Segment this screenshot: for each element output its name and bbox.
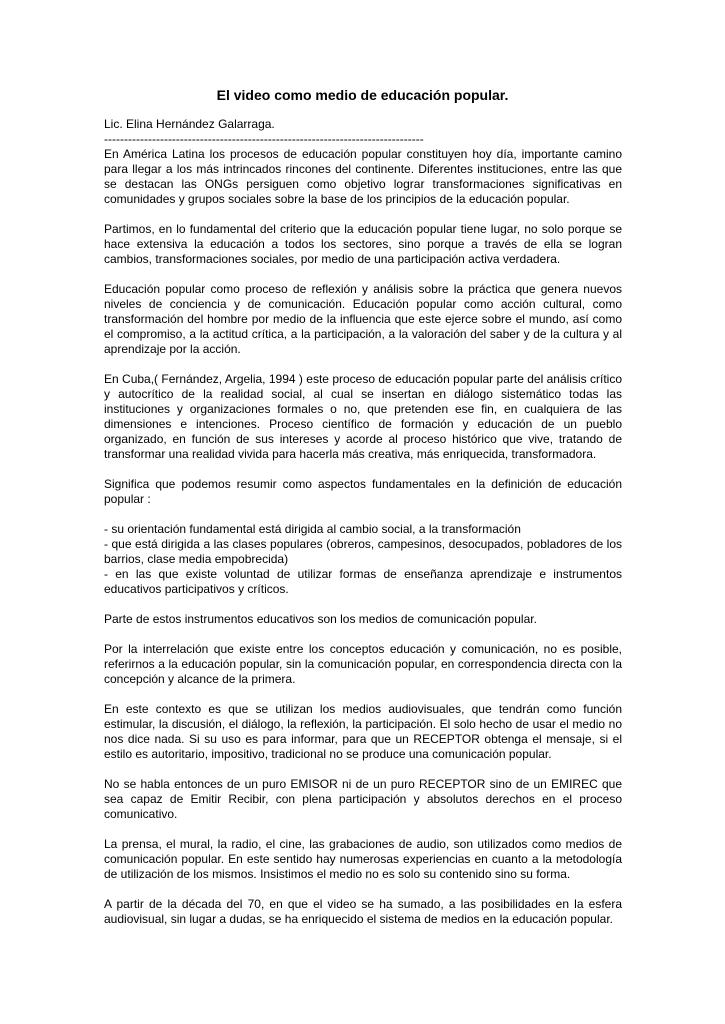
separator-line: -------------------------------------------------------------------------------- (104, 132, 424, 146)
list-item: - su orientación fundamental está dirigida al cambio social, a la transformación (104, 522, 521, 536)
paragraph: No se habla entonces de un puro EMISOR ni de un puro RECEPTOR sino de un EMIREC que sea capaz de Emitir Recibir, con plena participación y absolutos derechos en el proceso comunicativo. (104, 777, 622, 821)
document-body (104, 117, 622, 942)
paragraph: Educación popular como proceso de reflexión y análisis sobre la práctica que genera nuevos niveles de conciencia y de comunicación. Educación popular como acción cultural, como transformación del hombre por medio de la influencia que este ejerce sobre el mundo, así como el compromiso, a la actitud crítica, a la participación, a la valoración del saber y de la cultura y al aprendizaje por la acción. (104, 282, 622, 356)
paragraph: Por la interrelación que existe entre los conceptos educación y comunicación, no es posible, referirnos a la educación popular, sin la comunicación popular, en correspondencia directa con la concepción y alcance de la primera. (104, 642, 622, 686)
paragraph: En América Latina los procesos de educación popular constituyen hoy día, importante camino para llegar a los más intrincados rincones del continente. Diferentes instituciones, entre las que se destacan las ONGs persiguen como objetivo lograr transformaciones significativas en comunidades y grupos sociales sobre la base de los principios de la educación popular. (104, 147, 622, 206)
list-item: - en las que existe voluntad de utilizar formas de enseñanza aprendizaje e instrumentos educativos participativos y críticos. (104, 567, 622, 596)
aspects-list (104, 522, 622, 597)
paragraph: A partir de la década del 70, en que el video se ha sumado, a las posibilidades en la esfera audiovisual, sin lugar a dudas, se ha enriquecido el sistema de medios en la educación popular. (104, 897, 622, 926)
paragraph: Significa que podemos resumir como aspectos fundamentales en la definición de educación popular : (104, 477, 622, 506)
paragraph: En este contexto es que se utilizan los medios audiovisuales, que tendrán como función estimular, la discusión, el diálogo, la reflexión, la participación. El solo hecho de usar el medio no nos dice nada. Si su uso es para informar, para que un RECEPTOR obtenga el mensaje, si el estilo es autoritario, impositivo, tradicional no se produce una comunicación popular. (104, 702, 622, 761)
paragraph: En Cuba,( Fernández, Argelia, 1994 ) este proceso de educación popular parte del análisis crítico y autocrítico de la realidad social, al cual se insertan en diálogo sistemático todas las instituciones y organizaciones formales o no, que pretenden ese fin, en cualquiera de las dimensiones e intenciones. Proceso científico de formación y educación de un pueblo organizado, en función de sus intereses y acorde al proceso histórico que vive, tratando de transformar una realidad vivida para hacerla más creativa, más enriquecida, transformadora. (104, 372, 622, 461)
author-line: Lic. Elina Hernández Galarraga. (104, 117, 275, 131)
paragraph: La prensa, el mural, la radio, el cine, las grabaciones de audio, son utilizados como medios de comunicación popular. En este sentido hay numerosas experiencias en cuanto a la metodología de utilización de los mismos. Insistimos el medio no es solo su contenido sino su forma. (104, 837, 622, 881)
paragraph: Partimos, en lo fundamental del criterio que la educación popular tiene lugar, no solo porque se hace extensiva la educación a todos los sectores, sino porque a través de ella se logran cambios, transformaciones sociales, por medio de una participación activa verdadera. (104, 222, 622, 266)
list-item: - que está dirigida a las clases populares (obreros, campesinos, desocupados, pobladores de los barrios, clase media empobrecida) (104, 537, 622, 566)
document-title: El video como medio de educación popular. (216, 87, 509, 103)
paragraph: Parte de estos instrumentos educativos son los medios de comunicación popular. (104, 612, 537, 626)
